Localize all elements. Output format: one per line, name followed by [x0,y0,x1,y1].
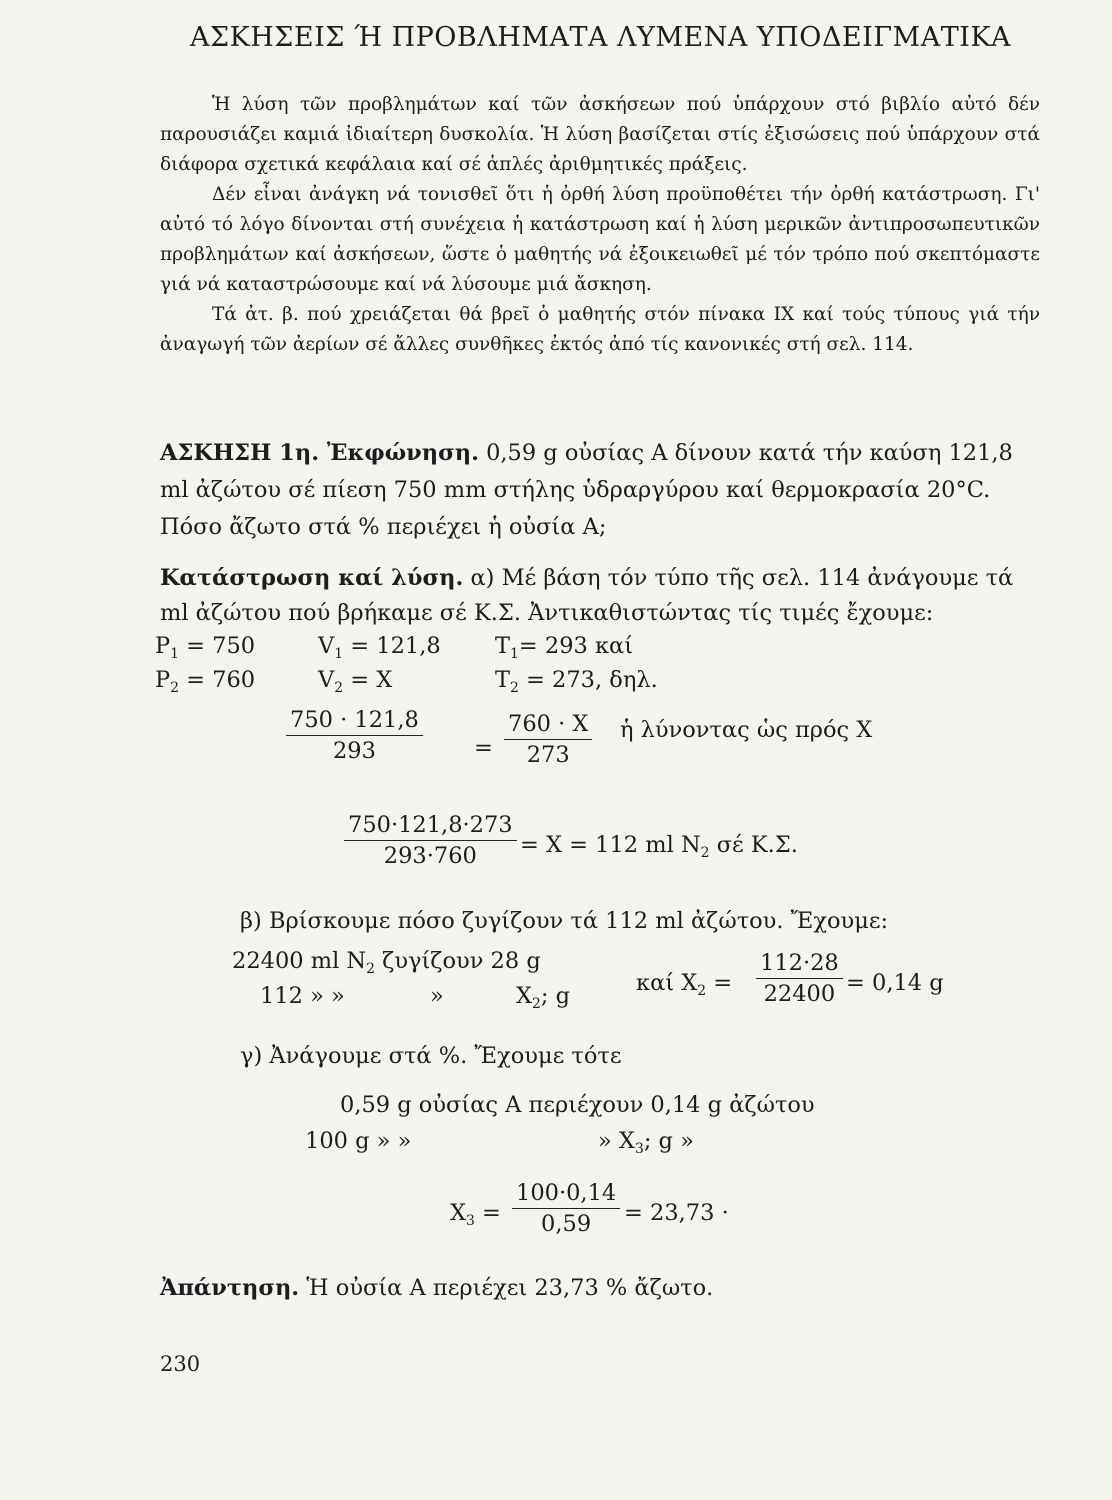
fraction-d [756,950,843,1007]
fraction-d-numerator: 112·28 [756,950,843,979]
kai-x2: καί $X_2$ = [636,970,733,999]
page-number: 230 [160,1352,201,1376]
fraction-b [504,711,592,768]
fraction-b-denominator: 273 [526,742,570,768]
t1-value: $T_1= 293$ καί [495,633,634,662]
intro-paragraph-3: Τά ἀτ. β. πού χρειάζεται θά βρεῖ ὁ μαθητής στόν πίνακα IX καί τούς τύπους γιά τήν ἀναγωγή τῶν ἀερίων σέ ἄλλες συνθῆκες ἐκτός ἀπό τίς κανονικές στή σελ. 114. [160,304,1040,355]
solution-label: Κατάστρωση καί λύση. [160,565,464,591]
solution-line-2: ml ἀζώτου πού βρήκαμε σέ Κ.Σ. Ἀντικαθιστώντας τίς τιμές ἔχουμε: [160,600,934,626]
proportion-line-2-x: $X_2$; g [516,983,571,1012]
solution-text-1: α) Μέ βάση τόν τύπο τῆς σελ. 114 ἀνάγουμε τά [470,565,1014,591]
result-c: = 23,73 · [624,1200,729,1226]
proportion-line-1: 22400 ml $N_2$ ζυγίζουν 28 g [232,948,541,977]
exercise-label: ΑΣΚΗΣΗ 1η. Ἐκφώνηση. [160,440,479,466]
fraction-e-denominator: 0,59 [541,1211,592,1237]
solution-line-1 [160,565,1013,591]
x3-label: $X_3$ = [450,1200,501,1229]
fraction-a [286,707,423,764]
intro-paragraph-2: Δέν εἶναι ἀνάγκη νά τονισθεῖ ὅτι ἡ ὀρθή λύση προϋποθέτει τήν ὀρθή κατάστρωση. Γι' αὐτό τό λόγο δίνονται στή συνέχεια ἡ κατάστρωση καί ἡ λύση μερικῶν ἀντιπροσωπευτικῶν προβλημάτων καί ἀσκήσεων, ὥστε ὁ μαθητής νά ἐξοικειωθεῖ μέ τόν τρόπο πού σκεπτόμαστε γιά νά καταστρώσουμε καί νά λύσουμε μιά ἄσκηση. [160,184,1040,295]
solving-text: ἡ λύνοντας ὡς πρός Χ [620,717,873,743]
page-title: ΑΣΚΗΣΕΙΣ Ή ΠΡΟΒΛΗΜΑΤΑ ΛΥΜΕΝΑ ΥΠΟΔΕΙΓΜΑΤΙΚΑ [190,22,1012,53]
fraction-e-numerator: 100·0,14 [512,1180,620,1209]
exercise-line-3: Πόσο ἄζωτο στά % περιέχει ἡ οὐσία Α; [160,514,607,540]
exercise-line-2: ml ἀζώτου σέ πίεση 750 mm στήλης ὑδραργύρου καί θερμοκρασία 20°C. [160,477,991,503]
fraction-c-numerator: 750·121,8·273 [344,812,517,841]
proportion-line-2-left: 112 » » [260,983,345,1009]
p1-value: $P_1 = 750$ [155,633,256,662]
exercise-line-1 [160,440,1013,466]
gamma-line: γ) Ἀνάγουμε στά %. Ἔχουμε τότε [240,1043,622,1069]
fraction-c [344,812,517,869]
gamma-proportion-2-right: » $X_3$; g » [598,1128,694,1157]
answer-text: Ἡ οὐσία Α περιέχει 23,73 % ἄζωτο. [306,1275,714,1301]
fraction-a-denominator: 293 [332,738,376,764]
fraction-e [512,1180,620,1237]
p2-value: $P_2 = 760$ [155,667,256,696]
equals-sign: = [474,735,493,761]
v1-value: $V_1 = 121,8$ [318,633,441,662]
v2-value: $V_2 = X$ [318,667,393,696]
intro-paragraph-1: Ἡ λύση τῶν προβλημάτων καί τῶν ἀσκήσεων πού ὑπάρχουν στό βιβλίο αὐτό δέν παρουσιάζει καμιά ἰδιαίτερη δυσκολία. Ἡ λύση βασίζεται στίς ἐξισώσεις πού ὑπάρχουν στά διάφορα σχετικά κεφάλαια καί σέ ἁπλές ἀριθμητικές πράξεις. [160,94,1040,175]
result-a: = X = 112 ml $N_2$ σέ Κ.Σ. [520,832,798,861]
gamma-proportion-2-left: 100 g » » [305,1128,412,1154]
gamma-proportion-1: 0,59 g οὐσίας Α περιέχουν 0,14 g ἀζώτου [340,1092,815,1118]
intro-text [160,90,1040,360]
fraction-b-numerator: 760 · X [504,711,592,740]
answer-line [160,1275,713,1301]
result-b: = 0,14 g [846,970,944,996]
t2-value: $T_2 = 273$, δηλ. [495,667,658,696]
fraction-c-denominator: 293·760 [383,843,477,869]
proportion-line-2-mid: » [430,983,444,1009]
exercise-text-1: 0,59 g οὐσίας Α δίνουν κατά τήν καύση 121,8 [486,440,1013,466]
fraction-a-numerator: 750 · 121,8 [286,707,423,736]
answer-label: Ἀπάντηση. [160,1275,300,1301]
beta-line: β) Βρίσκουμε πόσο ζυγίζουν τά 112 ml ἀζώτου. Ἔχουμε: [240,908,889,934]
fraction-d-denominator: 22400 [763,981,836,1007]
